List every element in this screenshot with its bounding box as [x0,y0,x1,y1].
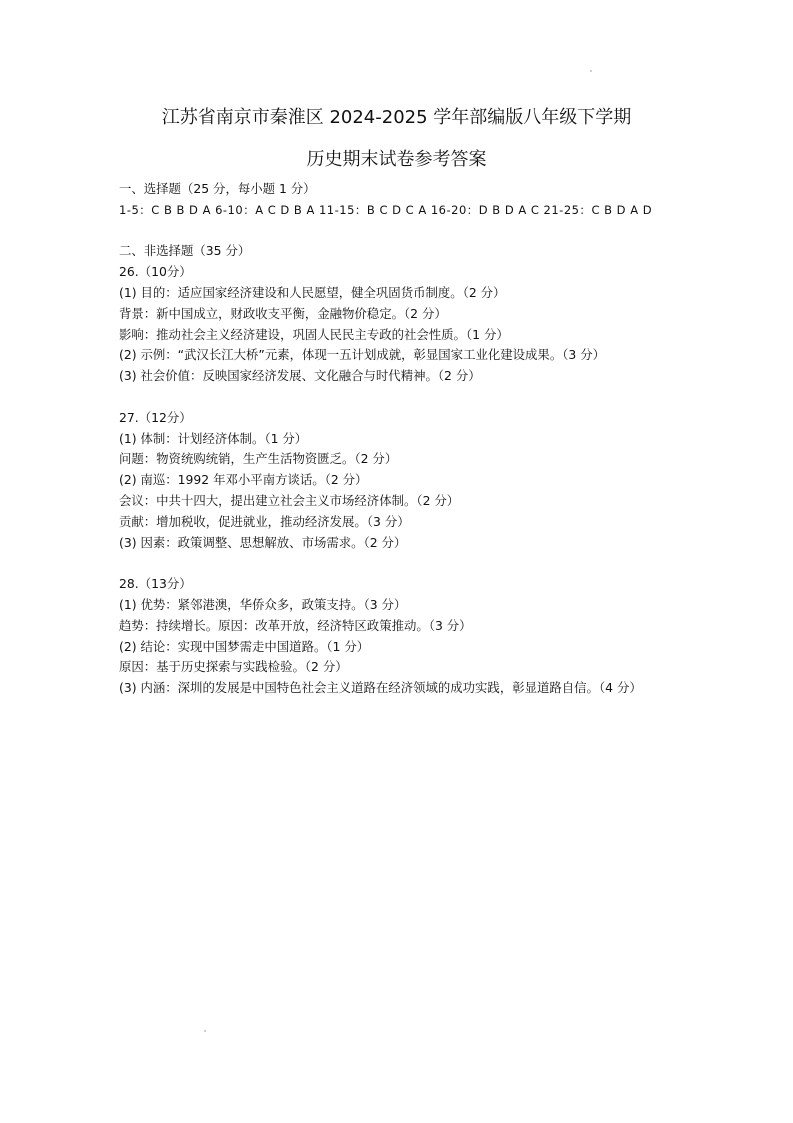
question-28-heading: 28.（13分） [119,576,192,592]
answer-body [119,179,699,699]
question-27-answer-line: (2) 南巡：1992 年邓小平南方谈话。（2 分） [119,472,368,488]
question-26-answer-line: (3) 社会价值：反映国家经济发展、文化融合与时代精神。（2 分） [119,368,481,384]
section-heading-nonchoice: 二、非选择题（35 分） [119,243,251,259]
question-27-answer-line: 贡献：增加税收，促进就业，推动经济发展。（3 分） [119,513,410,529]
choice-answers: 1-5：C B B D A 6-10：A C D B A 11-15：B C D C A 16-20：D B D A C 21-25：C B D A D [119,202,653,217]
question-27-heading: 27.（12分） [119,409,192,425]
page-title: 江苏省南京市秦淮区 2024-2025 学年部编版八年级下学期 [161,107,632,128]
question-27-answer-line: (3) 因素：政策调整、思想解放、市场需求。（2 分） [119,534,407,550]
question-28-answer-line: 原因：基于历史探索与实践检验。（2 分） [119,659,348,675]
scan-speck [590,70,592,72]
question-28-answer-line: (2) 结论：实现中国梦需走中国道路。（1 分） [119,638,370,654]
question-26-answer-line: (1) 目的：适应国家经济建设和人民愿望，健全巩固货币制度。（2 分） [119,284,506,300]
question-28-answer-line: (3) 内涵：深圳的发展是中国特色社会主义道路在经济领域的成功实践，彰显道路自信。（4 分） [119,680,642,696]
question-28-answer-line: (1) 优势：紧邻港澳，华侨众多，政策支持。（3 分） [119,596,407,612]
section-heading-choice: 一、选择题（25 分，每小题 1 分） [119,181,316,196]
question-27-answer-line: 会议：中共十四大，提出建立社会主义市场经济体制。（2 分） [119,492,460,508]
question-26-heading: 26.（10分） [119,264,192,280]
question-28-answer-line: 趋势：持续增长。原因：改革开放，经济特区政策推动。（3 分） [119,617,472,633]
question-26-answer-line: (2) 示例：“武汉长江大桥”元素，体现一五计划成就，彰显国家工业化建设成果。（3 分） [119,347,606,363]
page-subtitle: 历史期末试卷参考答案 [306,149,487,170]
question-26-answer-line: 影响：推动社会主义经济建设，巩固人民民主专政的社会性质。（1 分） [119,326,509,342]
question-26-answer-line: 背景：新中国成立，财政收支平衡，金融物价稳定。（2 分） [119,305,447,321]
question-27-answer-line: (1) 体制：计划经济体制。（1 分） [119,430,308,446]
scan-speck [204,1030,206,1032]
question-27-answer-line: 问题：物资统购统销，生产生活物资匮乏。（2 分） [119,451,398,467]
